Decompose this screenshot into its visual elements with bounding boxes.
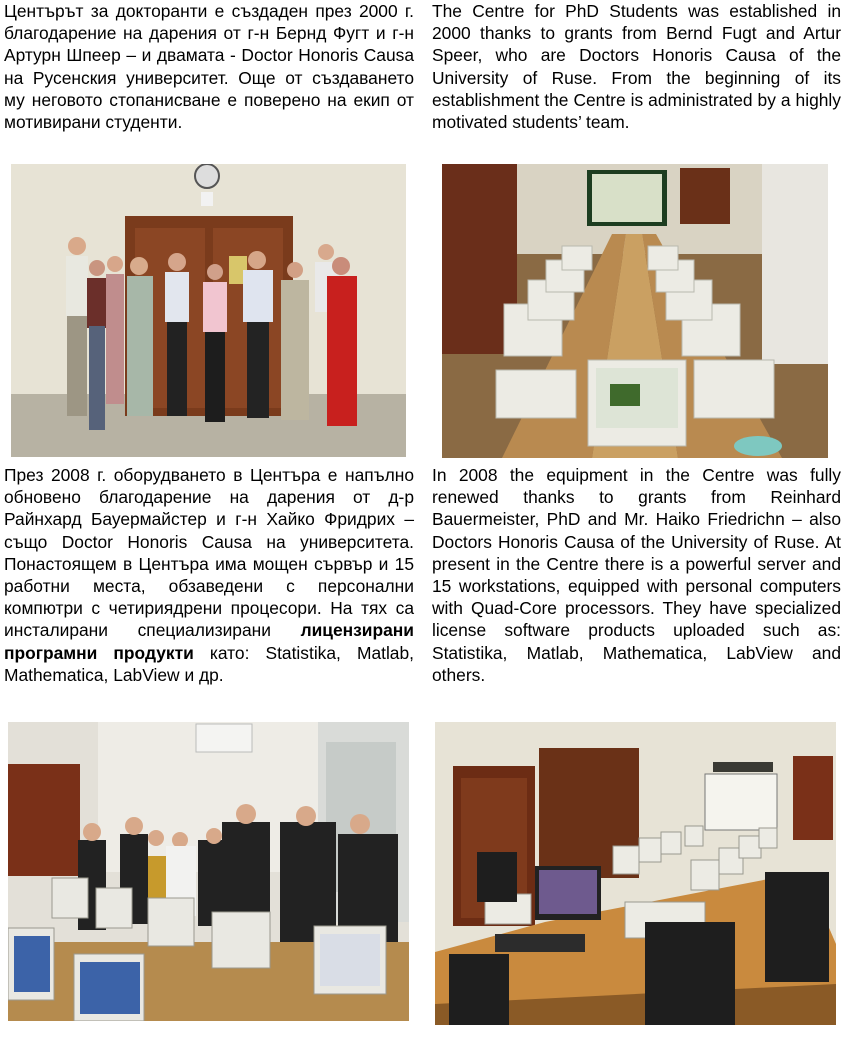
equipment-paragraph-bg xyxy=(4,464,414,686)
equipment-text-bg-a: През 2008 г. оборудването в Центъра е напълно обновено благодарение на дарения от д-р Райнхард Бауермайстер и г-н Хайко Фридрих – също Doctor Honoris Causa на университета. Понастоящем в Центъра има мощен сървър и 15 работни места, обзаведени с персонални компютри с четириядрени процесори. На тях са инсталирани специализирани xyxy=(4,465,414,641)
officials-photo xyxy=(8,722,409,1021)
intro-paragraph-en: The Centre for PhD Students was established in 2000 thanks to grants from Bernd Fugt and Artur Speer, who are Doctors Honoris Causa of the University of Ruse. From the beginning of its establishment the Centre is administrated by a highly motivated students’ team. xyxy=(432,1,841,133)
group-photo xyxy=(11,164,406,457)
equipment-text-bg-bold: лицензирани програмни продукти xyxy=(4,620,414,663)
intro-paragraph-bg: Центърът за докторанти е създаден през 2000 г. благодарение на дарения от г-н Бернд Фугт и г-н Артурн Шпеер – и двамата - Doctor Honoris Causa на Русенския университет. Още от създаването му неговото стопанисване е поверено на екип от мотивирани студенти. xyxy=(4,1,414,133)
equipment-text-bg-b: като: Statistika, Matlab, Mathematica, LabView и др. xyxy=(4,642,414,685)
equipment-paragraph-en: In 2008 the equipment in the Centre was fully renewed thanks to grants from Reinhard Bauermeister, PhD and Mr. Haiko Friedrichn – also Doctors Honoris Causa of the University of Ruse. At present in the Centre there is a powerful server and 15 workstations, equipped with personal computers with Quad-Core processors. They have specialized license software products uploaded such as: Statistika, Matlab, Mathematica, LabView and others. xyxy=(432,465,841,685)
lab-photo-curved-table xyxy=(435,722,836,1025)
lab-photo-long-table xyxy=(442,164,828,458)
